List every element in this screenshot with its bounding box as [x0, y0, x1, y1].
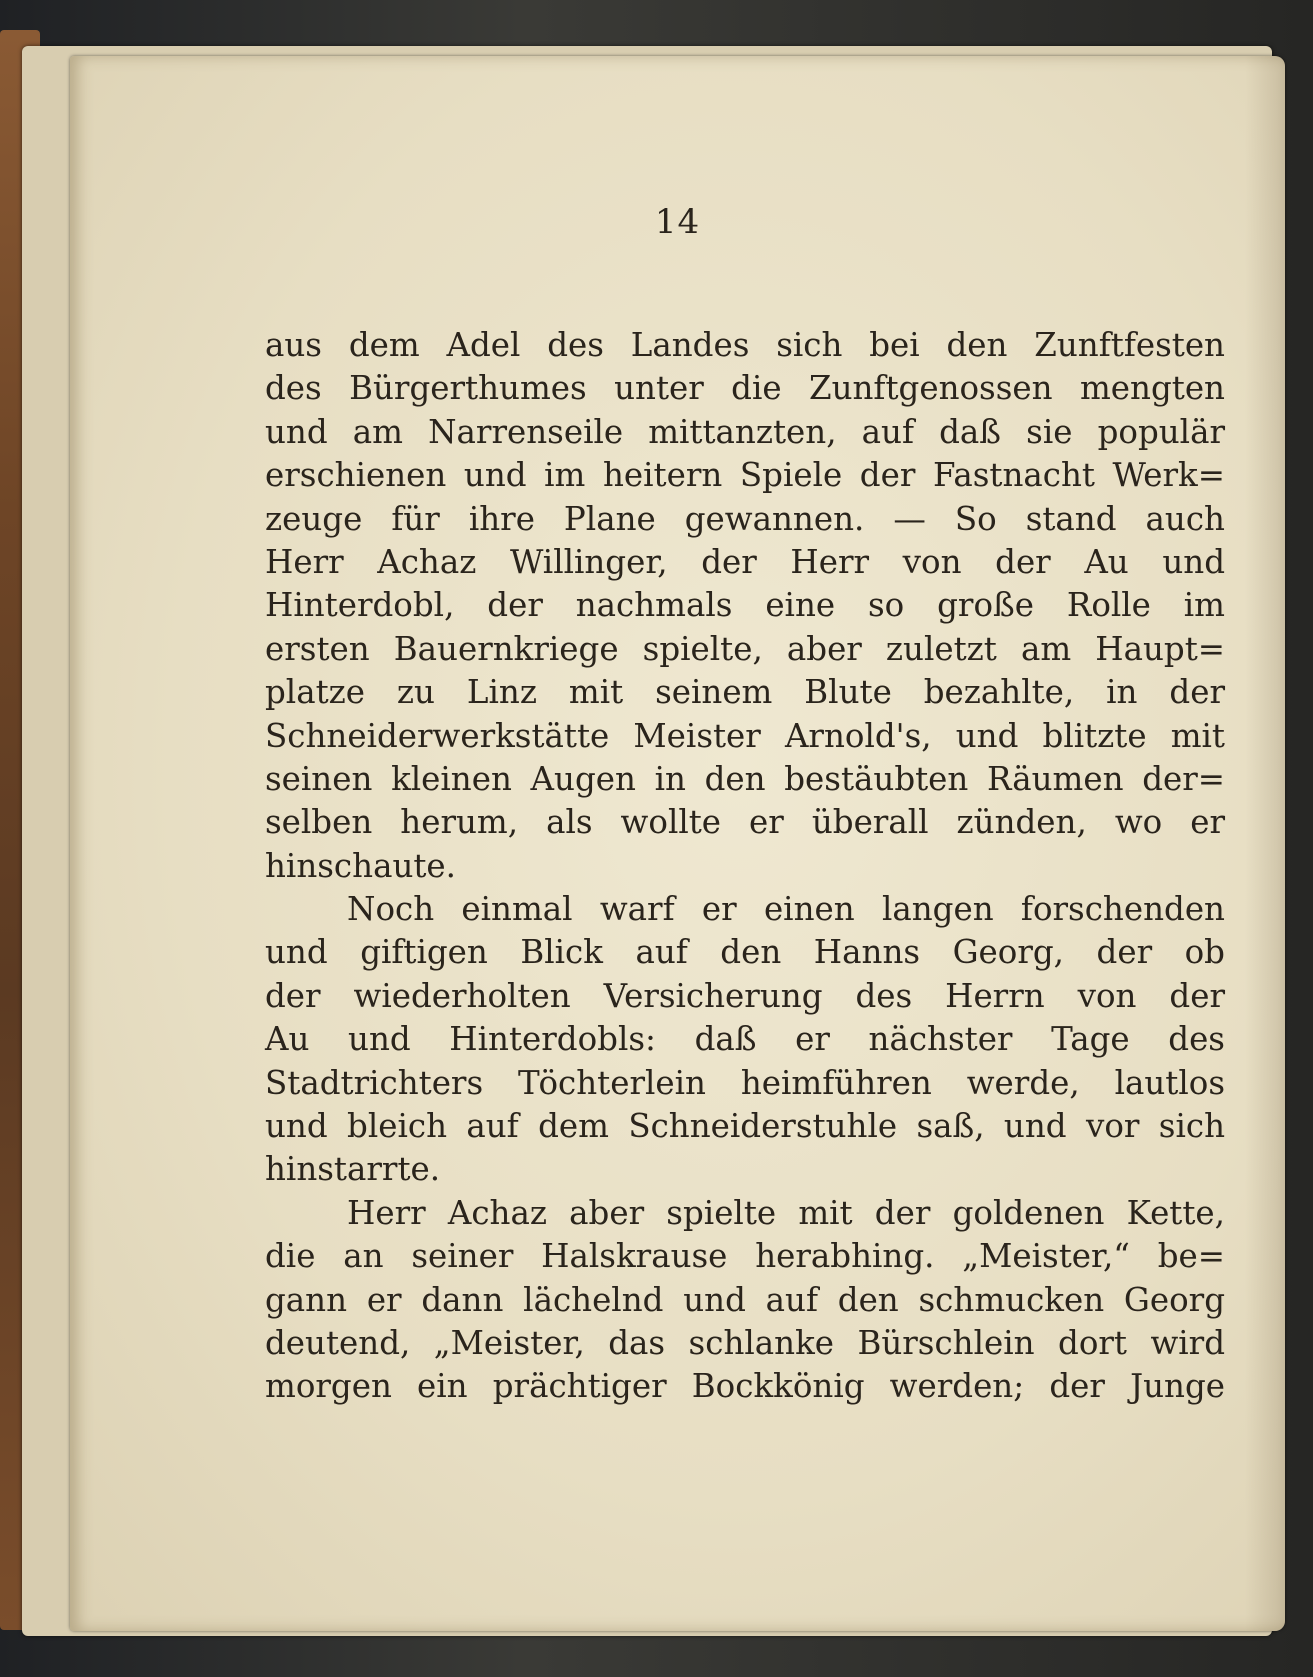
text-line: der wiederholten Versicherung des Herrn von der: [265, 976, 1225, 1015]
text-line: und am Narrenseile mittanzten, auf daß sie populär: [265, 412, 1225, 451]
text-line: aus dem Adel des Landes sich bei den Zunftfesten: [265, 326, 1225, 364]
text-line: platze zu Linz mit seinem Blute bezahlte, in der: [265, 673, 1225, 712]
page-edge-shadow: [1245, 56, 1285, 1631]
body-text: [265, 324, 1225, 1409]
text-line: zeuge für ihre Plane gewannen. — So stand auch: [265, 499, 1225, 538]
text-line: Hinterdobl, der nachmals eine so große Rolle im: [265, 586, 1225, 625]
text-line: gann er dann lächelnd und auf den schmucken Georg: [265, 1280, 1225, 1319]
text-line: seinen kleinen Augen in den bestäubten Räumen der=: [265, 759, 1225, 798]
text-line: und bleich auf dem Schneiderstuhle saß, und vor sich: [265, 1107, 1225, 1146]
text-line: und giftigen Blick auf den Hanns Georg, der ob: [265, 933, 1225, 972]
text-line: selben herum, als wollte er überall zünden, wo er: [265, 803, 1225, 842]
page-number: 14: [654, 202, 701, 242]
paragraph-first-line: Noch einmal warf er einen langen forschenden: [347, 890, 1225, 929]
paragraph-first-line: Herr Achaz aber spielte mit der goldenen Kette,: [347, 1193, 1225, 1232]
text-line: morgen ein prächtiger Bockkönig werden; der Junge: [265, 1367, 1225, 1406]
text-line: Stadtrichters Töchterlein heimführen werde, lautlos: [265, 1063, 1225, 1102]
text-line: Schneiderwerkstätte Meister Arnold's, und blitzte mit: [265, 716, 1225, 755]
text-line: Herr Achaz Willinger, der Herr von der Au und: [265, 542, 1225, 581]
book-page: [70, 56, 1285, 1631]
text-line: erschienen und im heitern Spiele der Fastnacht Werk=: [265, 456, 1225, 495]
text-line: ersten Bauernkriege spielte, aber zuletzt am Haupt=: [265, 629, 1225, 668]
text-line: die an seiner Halskrause herabhing. „Meister,“ be=: [265, 1237, 1225, 1276]
text-line: hinstarrte.: [265, 1150, 441, 1189]
text-line: hinschaute.: [265, 846, 457, 885]
text-line: des Bürgerthumes unter die Zunftgenossen mengten: [265, 369, 1225, 408]
text-line: deutend, „Meister, das schlanke Bürschlein dort wird: [265, 1323, 1225, 1362]
text-line: Au und Hinterdobls: daß er nächster Tage des: [265, 1020, 1225, 1059]
